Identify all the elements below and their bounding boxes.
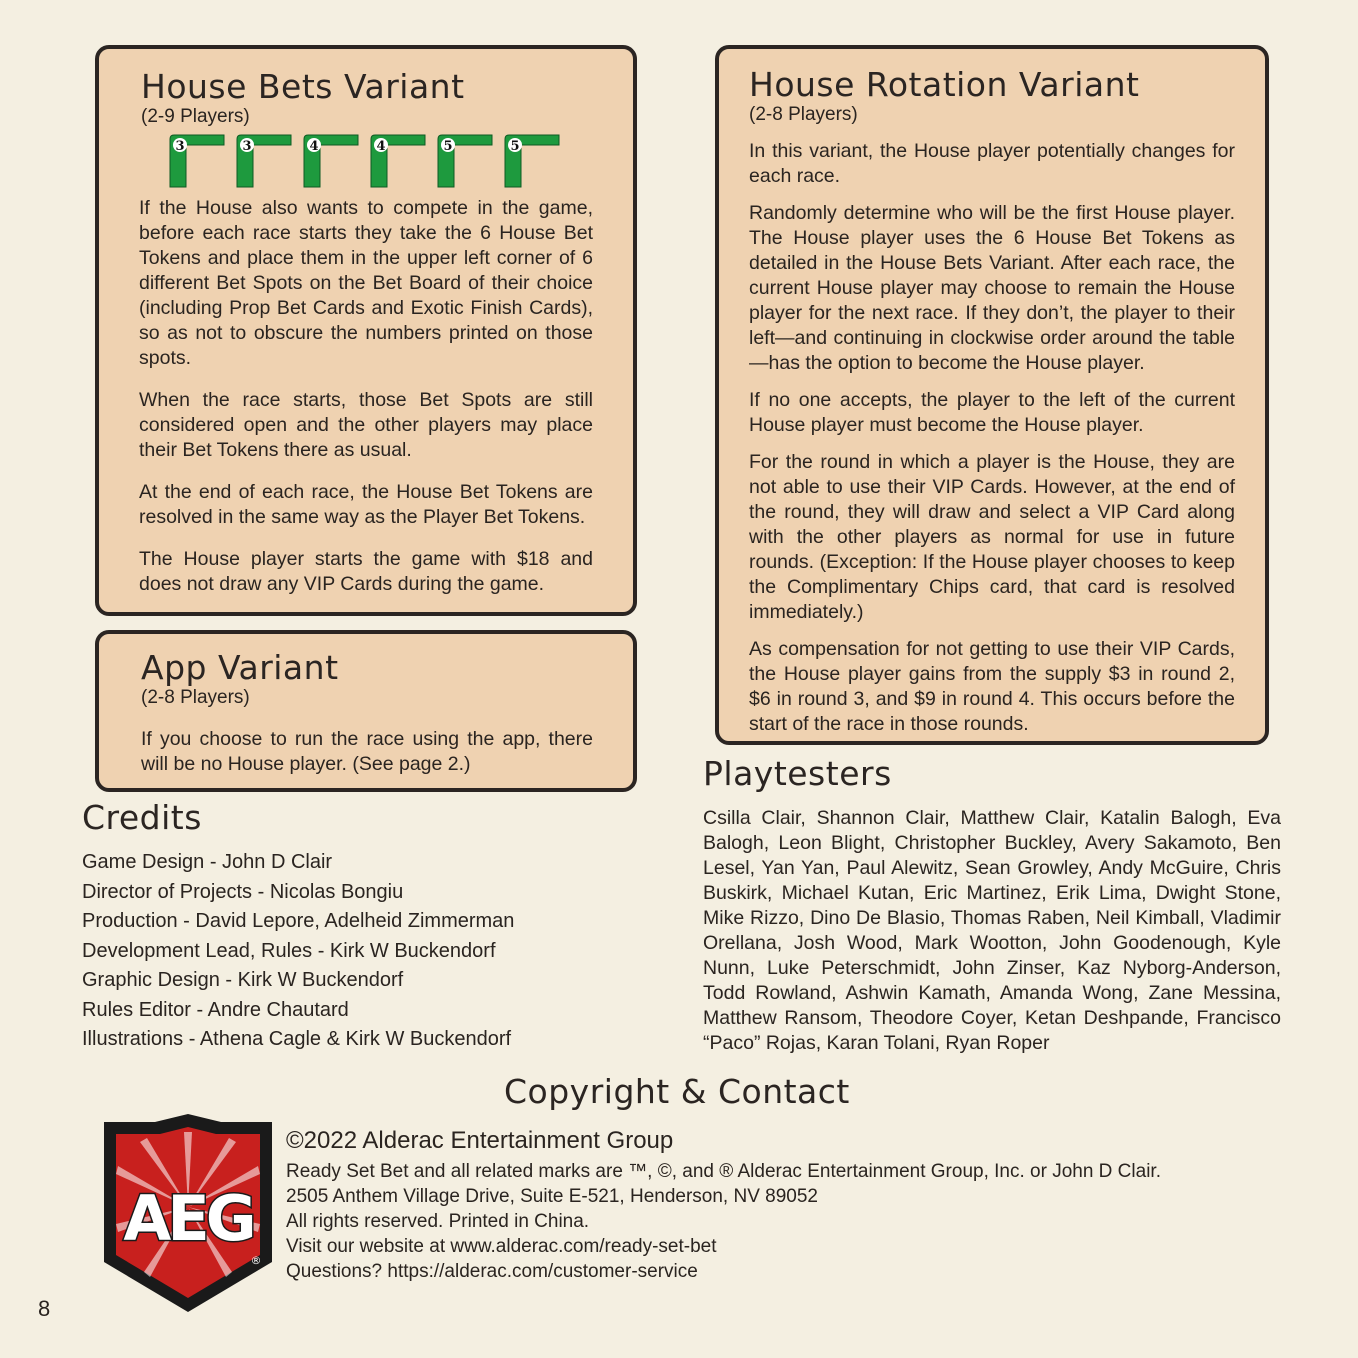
copyright-marks: Ready Set Bet and all related marks are ™, ©, and ® Alderac Entertainment Group, Inc. or John D Clair.: [286, 1161, 1161, 1182]
token-number: 4: [309, 139, 319, 154]
house-rotation-players: (2-8 Players): [749, 104, 858, 125]
house-bet-tokens: [168, 133, 568, 189]
token-number: 4: [376, 139, 386, 154]
credit-game-design: Game Design - John D Clair: [82, 851, 333, 873]
house-bet-token: [371, 135, 425, 187]
house-rotation-paragraph-1: In this variant, the House player potentially changes for each race.: [749, 140, 1235, 187]
house-rotation-paragraph-4: For the round in which a player is the House, they are not able to use their VIP Cards. However, at the end of the round, they will draw and select a VIP Card along with the other players as normal for use in future rounds. (Exception: If the House player chooses to keep the Complimentary Chips card, that card is resolved immediately.): [749, 451, 1235, 623]
playtesters-title: Playtesters: [703, 754, 892, 793]
house-bets-paragraph-3: At the end of each race, the House Bet Tokens are resolved in the same way as the Player Bet Tokens.: [139, 481, 593, 528]
token-number: 5: [443, 139, 453, 154]
credit-graphic-design: Graphic Design - Kirk W Buckendorf: [82, 969, 404, 991]
token-number: 3: [175, 139, 185, 154]
copyright-website: Visit our website at www.alderac.com/ready-set-bet: [286, 1236, 717, 1257]
house-bets-title: House Bets Variant: [141, 67, 465, 106]
house-bet-token: [170, 135, 224, 187]
aeg-logo-text: AEG: [123, 1182, 253, 1255]
copyright-address: 2505 Anthem Village Drive, Suite E-521, Henderson, NV 89052: [286, 1186, 818, 1207]
house-bets-paragraph-4: The House player starts the game with $18 and does not draw any VIP Cards during the game.: [139, 548, 593, 595]
credits-list: [82, 848, 602, 1055]
house-bets-paragraph-2: When the race starts, those Bet Spots are still considered open and the other players may place their Bet Tokens there as usual.: [139, 389, 593, 461]
house-rotation-paragraph-5: As compensation for not getting to use their VIP Cards, the House player gains from the supply $3 in round 2, $6 in round 3, and $9 in round 4. This occurs before the start of the race in those rounds.: [749, 638, 1235, 735]
credit-director: Director of Projects - Nicolas Bongiu: [82, 880, 404, 903]
copyright-support: Questions? https://alderac.com/customer-service: [286, 1261, 698, 1282]
house-bet-token: [237, 135, 291, 187]
house-bets-paragraph-1: If the House also wants to compete in the game, before each race starts they take the 6 House Bet Tokens and place them in the upper left corner of 6 different Bet Spots on the Bet Board of their choice (including Prop Bet Cards and Exotic Finish Cards), so as not to obscure the numbers printed on those spots.: [139, 197, 593, 369]
copyright-company: ©2022 Alderac Entertainment Group: [286, 1127, 674, 1154]
house-rotation-variant-box: [715, 45, 1269, 745]
house-bets-players: (2-9 Players): [141, 106, 250, 127]
app-variant-box: [95, 630, 637, 792]
credits-title: Credits: [82, 798, 202, 837]
app-variant-paragraph: If you choose to run the race using the app, there will be no House player. (See page 2.): [141, 728, 593, 775]
copyright-title: Copyright & Contact: [504, 1072, 850, 1111]
house-bet-token: [304, 135, 358, 187]
house-rotation-title: House Rotation Variant: [749, 65, 1140, 104]
credit-production: Production - David Lepore, Adelheid Zimmerman: [82, 910, 515, 932]
credit-development: Development Lead, Rules - Kirk W Buckendorf: [82, 939, 496, 962]
aeg-logo-registered: ®: [250, 1254, 262, 1267]
token-number: 5: [510, 139, 520, 154]
credit-illustrations: Illustrations - Athena Cagle & Kirk W Buckendorf: [82, 1028, 512, 1050]
house-rotation-paragraph-3: If no one accepts, the player to the left of the current House player must become the House player.: [749, 389, 1235, 436]
copyright-block: [286, 1125, 1286, 1284]
token-number: 3: [242, 139, 252, 154]
credit-rules-editor: Rules Editor - Andre Chautard: [82, 998, 349, 1021]
app-variant-title: App Variant: [141, 648, 339, 687]
page-number: 8: [38, 1296, 51, 1321]
house-bets-text: [139, 196, 593, 597]
copyright-rights: All rights reserved. Printed in China.: [286, 1211, 590, 1232]
house-rotation-paragraph-2: Randomly determine who will be the first House player. The House player uses the 6 House Bet Tokens as detailed in the House Bets Variant. After each race, the current House player may choose to remain the House player for the next race. If they don’t, the player to their left—and continuing in clockwise order around the table—has the option to become the House player.: [749, 202, 1235, 374]
aeg-logo: [100, 1112, 276, 1314]
app-variant-players: (2-8 Players): [141, 687, 250, 708]
playtesters-list: Csilla Clair, Shannon Clair, Matthew Clair, Katalin Balogh, Eva Balogh, Leon Blight, Christopher Buckley, Avery Sakamoto, Ben Lesel, Yan Yan, Paul Alewitz, Sean Growley, Andy McGuire, Chris Buskirk, Michael Kutan, Eric Martinez, Erik Lima, Dwight Stone, Mike Rizzo, Dino De Blasio, Thomas Raben, Neil Kimball, Vladimir Orellana, Josh Wood, Mark Wootton, John Goodenough, Kyle Nunn, Luke Peterschmidt, John Zinser, Kaz Nyborg-Anderson, Todd Rowland, Ashwin Kamath, Amanda Wong, Zane Messina, Matthew Ransom, Theodore Coyer, Ketan Deshpande, Francisco “Paco” Rojas, Karan Tolani, Ryan Roper: [703, 807, 1281, 1054]
house-bet-token: [438, 135, 492, 187]
house-bet-token: [505, 135, 559, 187]
